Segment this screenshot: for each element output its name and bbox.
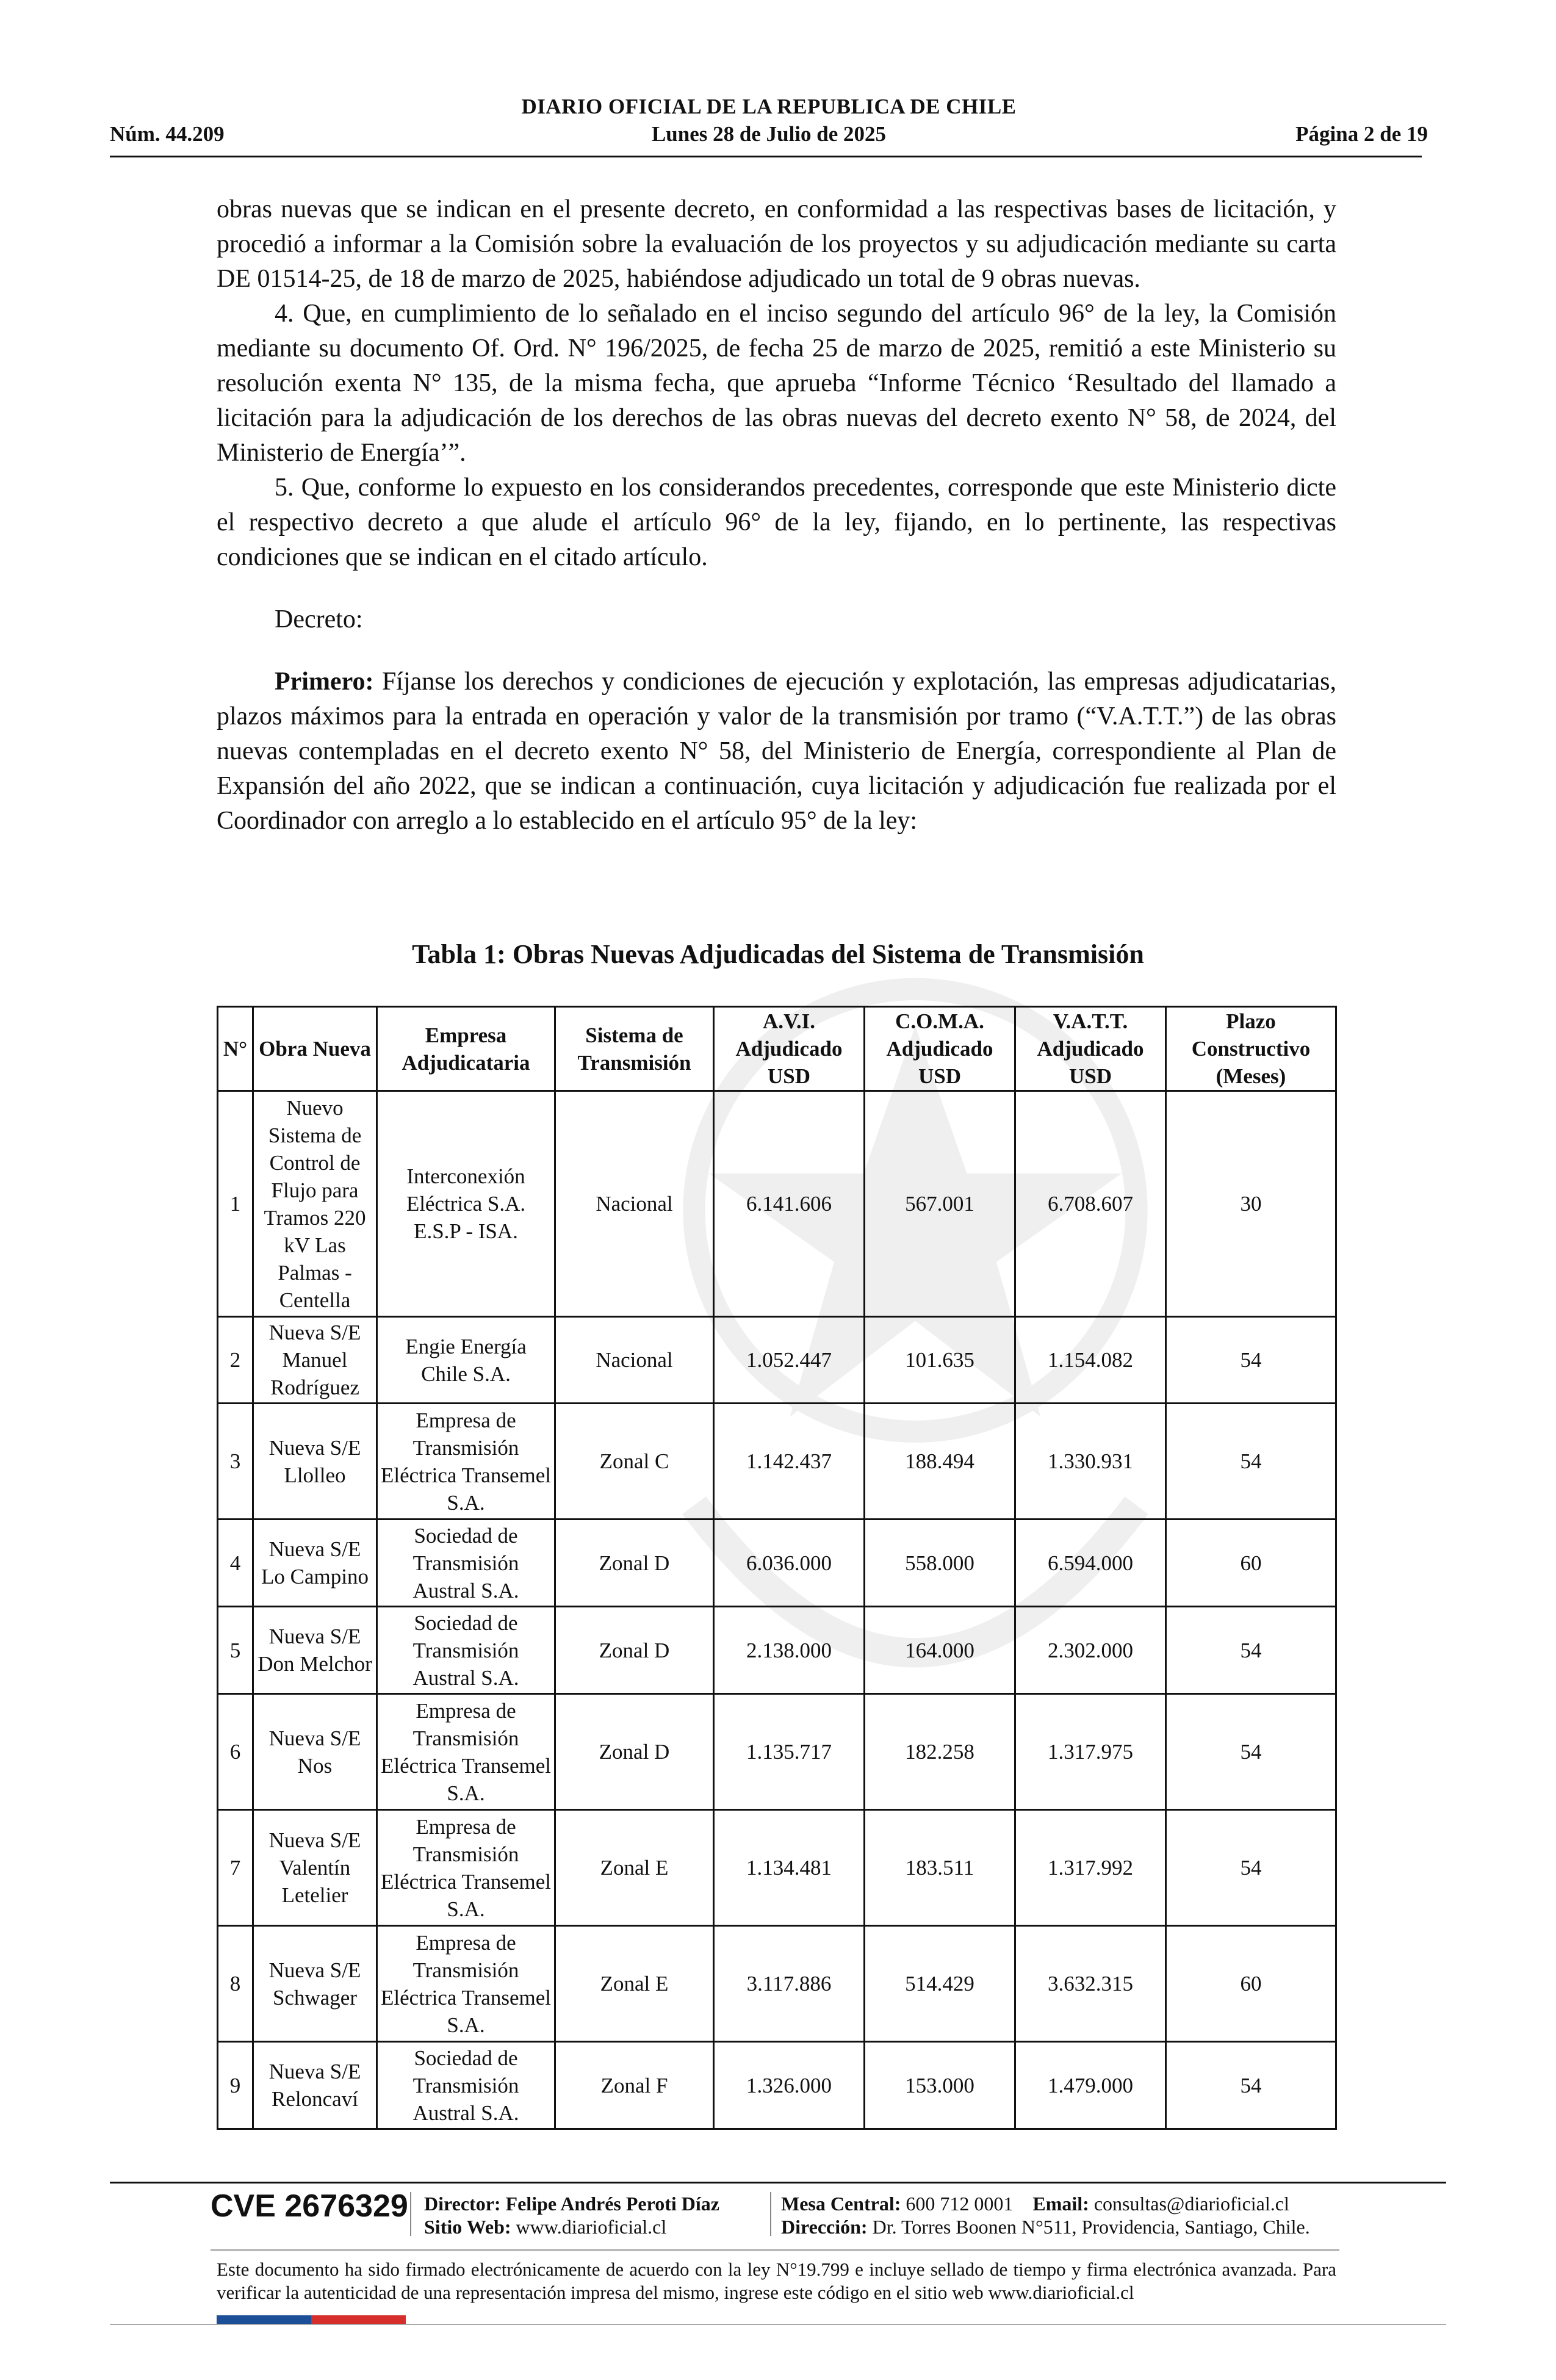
table-cell: 1.330.931 (1015, 1404, 1166, 1520)
legal-notice: Este documento ha sido firmado electrónicamente de acuerdo con la ley N°19.799 e incluye sellado de tiempo y firma electrónica avanzada. Para verificar la autenticidad de una representación impresa del mismo, ingrese este código en el sitio web www.diarioficial.cl (217, 2259, 1336, 2303)
table-cell: Interconexión Eléctrica S.A. E.S.P - ISA. (377, 1091, 555, 1317)
paragraph-considerando-4: 4. Que, en cumplimiento de lo señalado en el inciso segundo del artículo 96° de la ley, la Comisión mediante su documento Of. Ord. N° 196/2025, de fecha 25 de marzo de 2025, remitió a este Ministerio su resolución exenta N° 135, de la misma fecha, que aprueba “Informe Técnico ‘Resultado del llamado a licitación para la adjudicación de los derechos de las obras nuevas del decreto exento N° 58, de 2024, del Ministerio de Energía’”. (217, 300, 1336, 467)
email-label: Email: (1032, 2193, 1089, 2215)
address-label: Dirección: (781, 2216, 868, 2238)
table-cell: 1.135.717 (714, 1694, 865, 1810)
primero-label: Primero: (275, 668, 374, 696)
table-cell: 3 (218, 1404, 253, 1520)
mesa-phone: 600 712 0001 (906, 2193, 1014, 2215)
table-cell: 6.594.000 (1015, 1520, 1166, 1607)
table-cell: Nueva S/E Reloncaví (253, 2042, 377, 2129)
table-cell: 30 (1166, 1091, 1336, 1317)
table-header-row (218, 1007, 1336, 1091)
table-cell: Nueva S/E Manuel Rodríguez (253, 1317, 377, 1404)
table-cell: 6.036.000 (714, 1520, 865, 1607)
page-header (110, 95, 1428, 150)
paragraph-considerando-5: 5. Que, conforme lo expuesto en los considerandos precedentes, corresponde que este Ministerio dicte el respectivo decreto a que alude el artículo 96° de la ley, fijando, en lo pertinente, las respectivas condiciones que se indican en el citado artículo. (217, 474, 1336, 571)
table-cell: 8 (218, 1926, 253, 2042)
table-cell: Sociedad de Transmisión Austral S.A. (377, 1607, 555, 1694)
table-cell: Zonal D (555, 1694, 714, 1810)
table-cell: 60 (1166, 1520, 1336, 1607)
column-header: V.A.T.T. Adjudicado USD (1015, 1007, 1166, 1091)
table-cell: 7 (218, 1810, 253, 1926)
table-cell: 2.302.000 (1015, 1607, 1166, 1694)
table-cell: Nueva S/E Schwager (253, 1926, 377, 2042)
table-cell: Empresa de Transmisión Eléctrica Transemel S.A. (377, 1694, 555, 1810)
table-cell: Nacional (555, 1317, 714, 1404)
table-cell: 2.138.000 (714, 1607, 865, 1694)
table-cell: 183.511 (865, 1810, 1015, 1926)
table-row (218, 2042, 1336, 2129)
footer-divider (110, 2182, 1446, 2183)
table-cell: 4 (218, 1520, 253, 1607)
table-cell: Zonal D (555, 1520, 714, 1607)
table-cell: 54 (1166, 1317, 1336, 1404)
table-cell: Zonal F (555, 2042, 714, 2129)
table-cell: Zonal E (555, 1810, 714, 1926)
table-cell: Nueva S/E Lo Campino (253, 1520, 377, 1607)
column-header: C.O.M.A. Adjudicado USD (865, 1007, 1015, 1091)
table-row (218, 1520, 1336, 1607)
table-row (218, 1317, 1336, 1404)
footer-contact-block (781, 2192, 1310, 2238)
table-cell: 153.000 (865, 2042, 1015, 2129)
column-header: Empresa Adjudicataria (377, 1007, 555, 1091)
table-row (218, 1607, 1336, 1694)
column-header: Sistema de Transmisión (555, 1007, 714, 1091)
obras-table (217, 1006, 1337, 2130)
table-cell: 1.142.437 (714, 1404, 865, 1520)
table-cell: 1.317.975 (1015, 1694, 1166, 1810)
table-cell: 6 (218, 1694, 253, 1810)
table-cell: Nacional (555, 1091, 714, 1317)
table-row (218, 1810, 1336, 1926)
table-cell: Nueva S/E Valentín Letelier (253, 1810, 377, 1926)
table-cell: 1.154.082 (1015, 1317, 1166, 1404)
table-cell: 101.635 (865, 1317, 1015, 1404)
table-cell: 54 (1166, 1810, 1336, 1926)
table-cell: 9 (218, 2042, 253, 2129)
issue-date: Lunes 28 de Julio de 2025 (651, 122, 887, 146)
table-cell: 60 (1166, 1926, 1336, 2042)
table-title: Tabla 1: Obras Nuevas Adjudicadas del Sistema de Transmisión (412, 939, 1144, 969)
table-cell: 54 (1166, 1404, 1336, 1520)
table-cell: Zonal D (555, 1607, 714, 1694)
table-cell: 1.134.481 (714, 1810, 865, 1926)
table-cell: Zonal C (555, 1404, 714, 1520)
table-cell: 164.000 (865, 1607, 1015, 1694)
email-link[interactable]: consultas@diarioficial.cl (1093, 2193, 1289, 2215)
table-cell: Nueva S/E Llolleo (253, 1404, 377, 1520)
table-cell: Zonal E (555, 1926, 714, 2042)
table-cell: 558.000 (865, 1520, 1015, 1607)
table-cell: 188.494 (865, 1404, 1015, 1520)
table-cell: Engie Energía Chile S.A. (377, 1317, 555, 1404)
table-cell: Empresa de Transmisión Eléctrica Transemel S.A. (377, 1404, 555, 1520)
page-number: Página 2 de 19 (1295, 122, 1428, 146)
header-divider (110, 156, 1422, 157)
column-header: N° (218, 1007, 253, 1091)
table-cell: 54 (1166, 2042, 1336, 2129)
table-cell: Empresa de Transmisión Eléctrica Transemel S.A. (377, 1810, 555, 1926)
primero-text: Fíjanse los derechos y condiciones de ejecución y explotación, las empresas adjudicatarias, plazos máximos para la entrada en operación y valor de la transmisión por tramo (“V.A.T.T.”) de las obras nuevas contempladas en el decreto exento N° 58, del Ministerio de Energía, correspondiente al Plan de Expansión del año 2022, que se indican a continuación, cuya licitación y adjudicación fue realizada por el Coordinador con arreglo a lo establecido en el artículo 95° de la ley: (217, 668, 1336, 835)
table-row (218, 1091, 1336, 1317)
column-header: Obra Nueva (253, 1007, 377, 1091)
mesa-label: Mesa Central: (781, 2193, 901, 2215)
table-cell: 3.117.886 (714, 1926, 865, 2042)
table-cell: 3.632.315 (1015, 1926, 1166, 2042)
director-label: Director: (424, 2193, 501, 2215)
table-cell: 6.708.607 (1015, 1091, 1166, 1317)
table-cell: 2 (218, 1317, 253, 1404)
table-cell: 1.317.992 (1015, 1810, 1166, 1926)
footer-director-block (424, 2192, 719, 2238)
table-cell: 1.479.000 (1015, 2042, 1166, 2129)
footer-separator (770, 2192, 771, 2236)
table-cell: 54 (1166, 1694, 1336, 1810)
table-cell: 1.326.000 (714, 2042, 865, 2129)
document-body (217, 192, 1336, 838)
flag-stripe-red (311, 2315, 406, 2324)
table-cell: 514.429 (865, 1926, 1015, 2042)
table-row (218, 1694, 1336, 1810)
table-cell: 182.258 (865, 1694, 1015, 1810)
flag-stripe-blue (217, 2315, 311, 2324)
address-value: Dr. Torres Boonen N°511, Providencia, Santiago, Chile. (872, 2216, 1310, 2238)
column-header: A.V.I. Adjudicado USD (714, 1007, 865, 1091)
footer-divider-thin (211, 2249, 1339, 2251)
decreto-heading: Decreto: (275, 605, 363, 633)
website-label: Sitio Web: (424, 2216, 511, 2238)
table-cell: Sociedad de Transmisión Austral S.A. (377, 2042, 555, 2129)
table-cell: Nueva S/E Nos (253, 1694, 377, 1810)
cve-code: CVE 2676329 (211, 2188, 408, 2224)
footer-separator (410, 2192, 411, 2236)
table-cell: 6.141.606 (714, 1091, 865, 1317)
table-cell: 567.001 (865, 1091, 1015, 1317)
table-row (218, 1926, 1336, 2042)
table-row (218, 1404, 1336, 1520)
column-header: Plazo Constructivo (Meses) (1166, 1007, 1336, 1091)
table-cell: 5 (218, 1607, 253, 1694)
paragraph-primero (217, 665, 1336, 838)
issue-number: Núm. 44.209 (110, 122, 225, 146)
website-link[interactable]: www.diarioficial.cl (516, 2216, 667, 2238)
table-cell: Empresa de Transmisión Eléctrica Transemel S.A. (377, 1926, 555, 2042)
table-cell: Sociedad de Transmisión Austral S.A. (377, 1520, 555, 1607)
paragraph-continuation: obras nuevas que se indican en el presente decreto, en conformidad a las respectivas bases de licitación, y procedió a informar a la Comisión sobre la evaluación de los proyectos y su adjudicación mediante su carta DE 01514-25, de 18 de marzo de 2025, habiéndose adjudicado un total de 9 obras nuevas. (217, 195, 1336, 293)
table-cell: 1.052.447 (714, 1317, 865, 1404)
table-cell: Nuevo Sistema de Control de Flujo para Tramos 220 kV Las Palmas - Centella (253, 1091, 377, 1317)
newspaper-title: DIARIO OFICIAL DE LA REPUBLICA DE CHILE (521, 95, 1017, 118)
table-cell: Nueva S/E Don Melchor (253, 1607, 377, 1694)
director-name: Felipe Andrés Peroti Díaz (505, 2193, 719, 2215)
table-cell: 54 (1166, 1607, 1336, 1694)
bottom-divider (110, 2324, 1446, 2325)
table-cell: 1 (218, 1091, 253, 1317)
